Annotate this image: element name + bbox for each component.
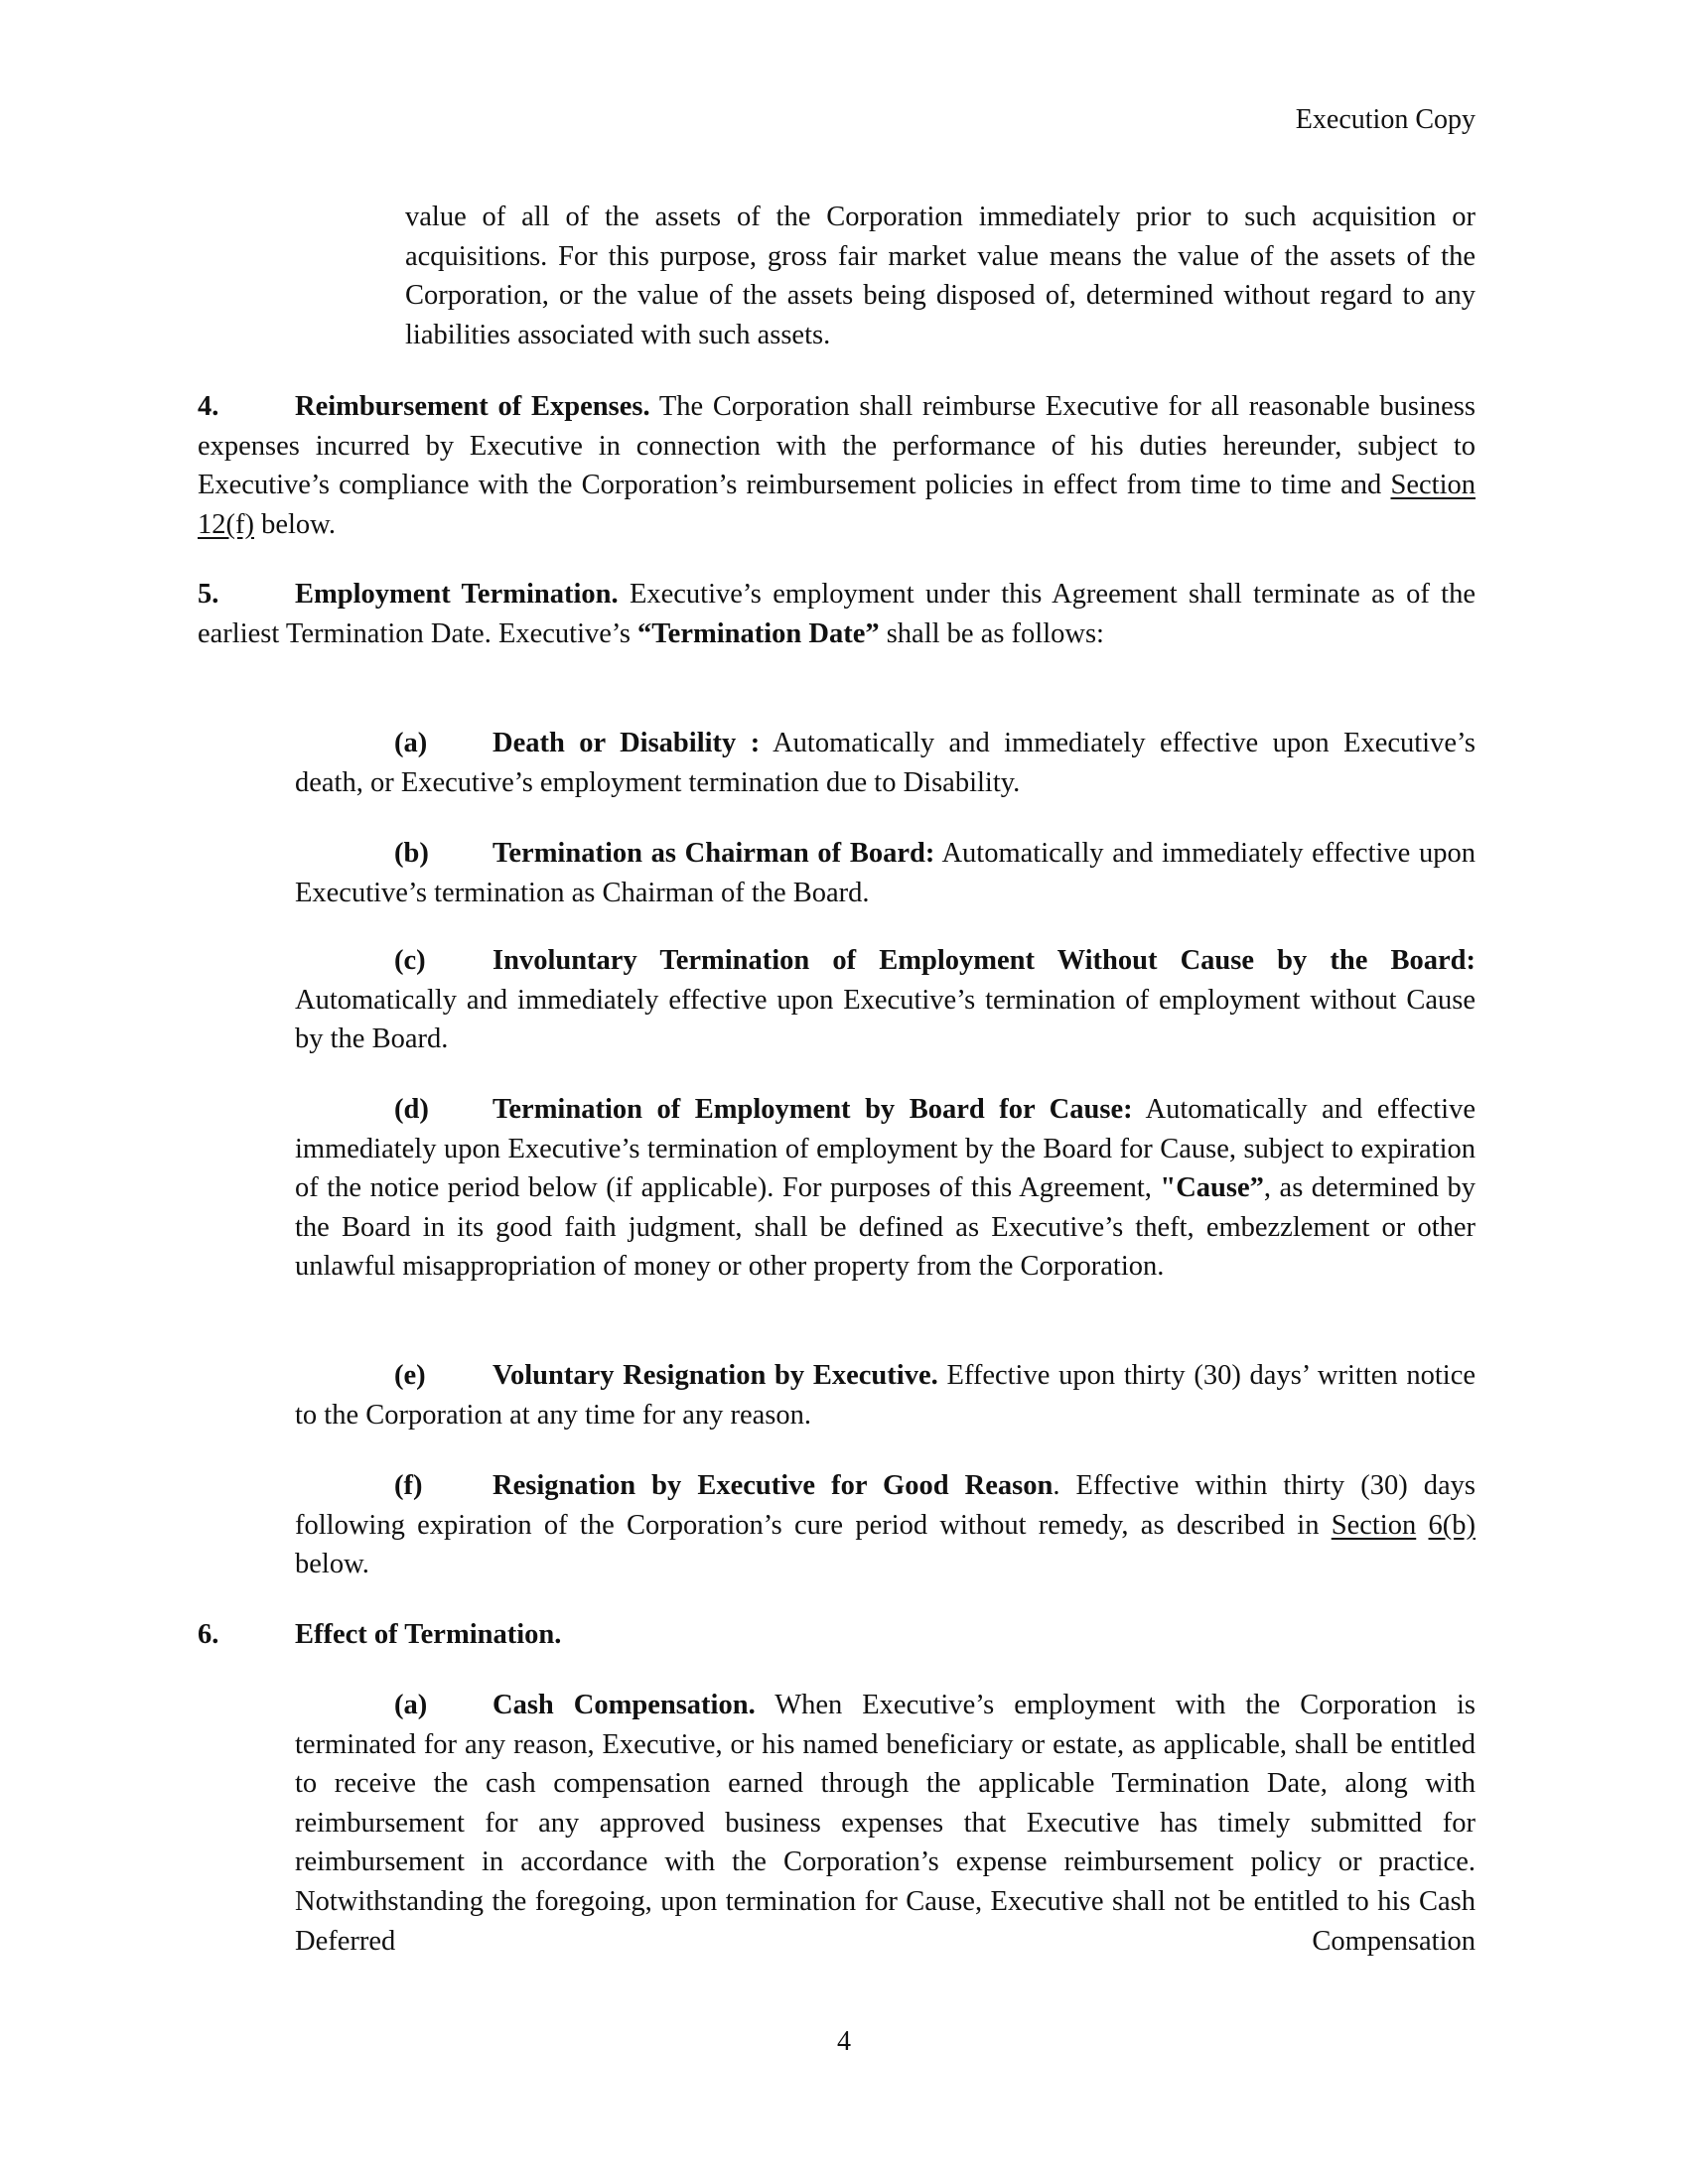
section-title: Effect of Termination. xyxy=(295,1619,562,1650)
item-title: Termination of Employment by Board for Cause: xyxy=(492,1094,1133,1125)
continuation-text: value of all of the assets of the Corporation immediately prior to such acquisition or acquisitions. For this purpose, gross fair market value means the value of the assets of the Corporation, or the value of the assets being disposed of, determined without regard to any liabilities associated with such assets. xyxy=(405,202,1476,350)
item-label: (b) xyxy=(394,838,429,869)
continuation-paragraph xyxy=(405,198,1476,354)
item-label: (a) xyxy=(394,1690,428,1720)
item-text-end: , as determined by the Board in its good faith judgment, shall be defined as Executive’s theft, embezzlement or other unlawful misappropriation of money or other property from the Corporation. xyxy=(295,1172,1477,1283)
item-text: Automatically and immediately effective upon Executive’s termination of employment without Cause by the Board. xyxy=(295,984,1476,1055)
defined-term-termination-date: “Termination Date” xyxy=(637,617,880,649)
item-title: Termination as Chairman of Board: xyxy=(492,838,935,869)
item-text: . Effective within thirty (30) days following expiration of the Corporation’s cure period without remedy, as described in xyxy=(295,1470,1476,1541)
section-6b-link[interactable]: 6(b) xyxy=(1428,1509,1476,1541)
execution-copy-header: Execution Copy xyxy=(1295,104,1476,135)
section-link[interactable]: Section xyxy=(1331,1509,1417,1541)
item-title: Involuntary Termination of Employment Without Cause by the Board: xyxy=(492,945,1476,976)
item-title: Death or Disability : xyxy=(492,728,761,758)
section-5 xyxy=(198,575,1476,653)
section-number: 4. xyxy=(198,391,219,422)
section-text: The Corporation shall reimburse Executive for all reasonable business expenses incurred by Executive in connection with the performance of his duties hereunder, subject to Executive’s compliance with the Corporation’s reimbursement policies in effect from time to time and xyxy=(198,391,1476,501)
item-5c xyxy=(295,941,1476,1059)
section-number: 6. xyxy=(198,1619,219,1650)
item-title: Cash Compensation. xyxy=(492,1690,756,1720)
item-5a xyxy=(295,724,1476,802)
item-text: When Executive’s employment with the Corporation is terminated for any reason, Executive, or his named beneficiary or estate, as applicable, shall be entitled to receive the cash compensation earned through the applicable Termination Date, along with reimbursement for any approved business expenses that Executive has timely submitted for reimbursement in accordance with the Corporation’s expense reimbursement policy or practice. Notwithstanding the foregoing, upon termination for Cause, Executive shall not be entitled to his Cash Deferred Compensation xyxy=(295,1690,1477,1957)
item-text: Automatically and effective immediately upon Executive’s termination of employment by the Board for Cause, subject to expiration of the notice period below (if applicable). For purposes of this Agreement, xyxy=(295,1094,1476,1204)
item-title: Resignation by Executive for Good Reason xyxy=(492,1470,1054,1501)
section-6 xyxy=(198,1615,1476,1655)
item-5f xyxy=(295,1466,1476,1584)
item-text: Automatically and immediately effective upon Executive’s death, or Executive’s employment termination due to Disability. xyxy=(295,728,1476,798)
section-12f-link[interactable]: Section 12(f) xyxy=(198,470,1476,540)
item-text: Effective upon thirty (30) days’ written notice to the Corporation at any time for any reason. xyxy=(295,1360,1476,1431)
item-5e xyxy=(295,1356,1476,1434)
item-label: (d) xyxy=(394,1094,429,1125)
item-label: (a) xyxy=(394,728,428,758)
item-5b xyxy=(295,834,1476,912)
item-text-end: below. xyxy=(295,1549,369,1580)
section-text-end: below. xyxy=(253,508,337,540)
item-title: Voluntary Resignation by Executive. xyxy=(492,1360,938,1391)
item-label: (f) xyxy=(394,1470,423,1501)
item-6a xyxy=(295,1686,1476,1961)
section-number: 5. xyxy=(198,579,219,610)
section-4 xyxy=(198,387,1476,544)
defined-term-cause: "Cause” xyxy=(1160,1172,1264,1204)
page-number: 4 xyxy=(837,2026,851,2057)
section-title: Reimbursement of Expenses. xyxy=(295,391,650,422)
item-5d xyxy=(295,1090,1476,1287)
item-label: (c) xyxy=(394,945,426,976)
section-text-end: shall be as follows: xyxy=(879,617,1104,649)
item-text: Automatically and immediately effective upon Executive’s termination as Chairman of the Board. xyxy=(295,838,1476,908)
section-text: Executive’s employment under this Agreement shall terminate as of the earliest Termination Date. Executive’s xyxy=(198,579,1476,649)
item-label: (e) xyxy=(394,1360,426,1391)
section-title: Employment Termination. xyxy=(295,579,619,610)
